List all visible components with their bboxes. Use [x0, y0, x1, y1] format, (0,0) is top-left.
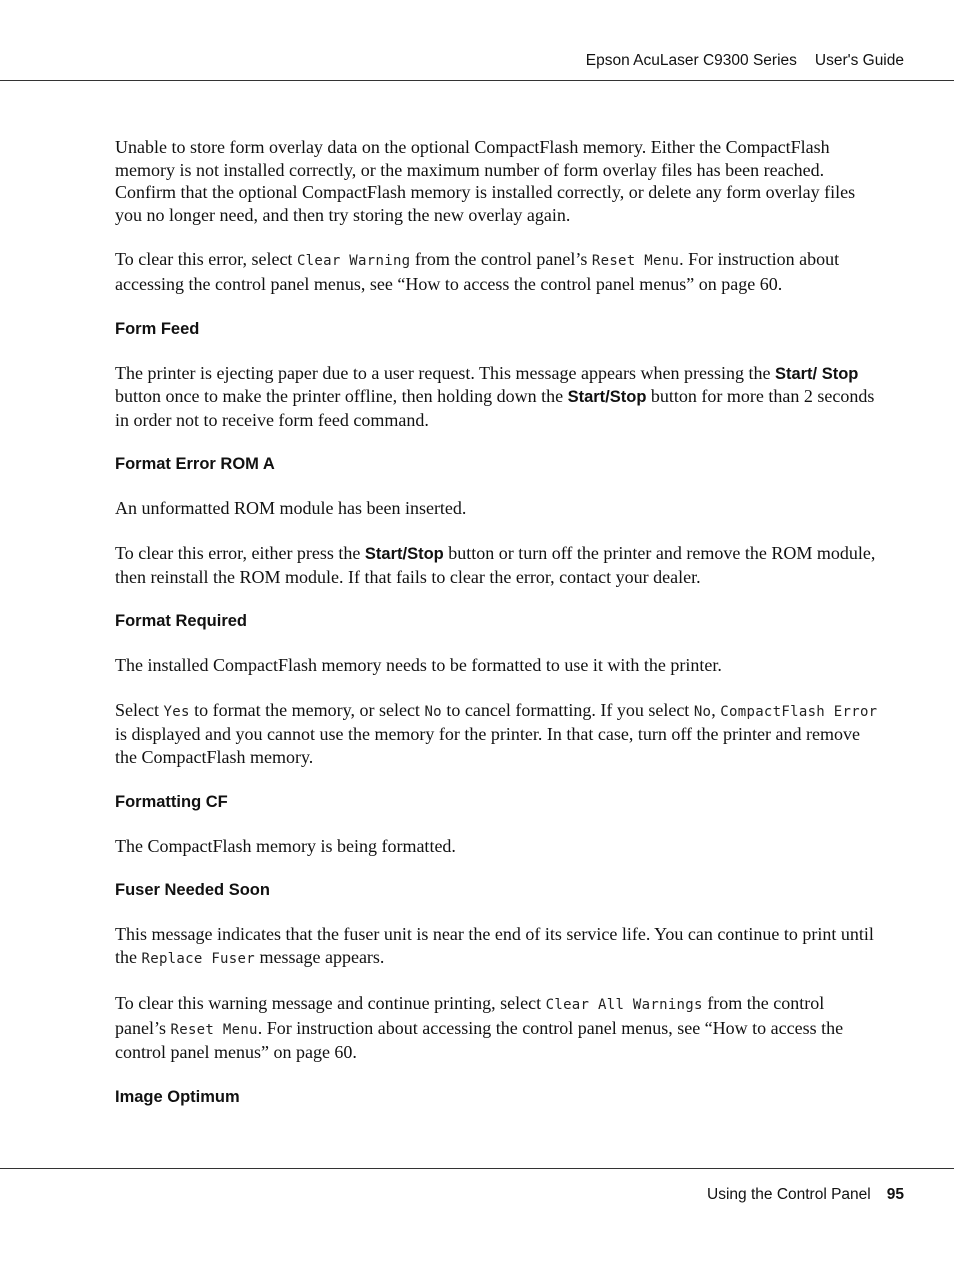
fuser-paragraph-1: This message indicates that the fuser unit is near the end of its service life. You can continue to print until the Replace Fuser message appears. [115, 924, 874, 967]
button-name-start-stop: Start/ Stop [774, 364, 859, 383]
option-no: No [693, 703, 712, 720]
option-yes: Yes [163, 703, 190, 720]
option-no: No [424, 703, 442, 720]
header-text [586, 52, 904, 70]
button-name-start-stop: Start/Stop [567, 388, 647, 407]
intro-paragraph-1: Unable to store form overlay data on the optional CompactFlash memory. Either the CompactFlash memory is not installed correctly, or the maximum number of form overlay files has been reached. Confirm that the optional CompactFlash memory is installed correctly, or delete any form overlay files you no longer need, and then try storing the new overlay again. [115, 137, 856, 225]
heading-fuser-needed-soon: Fuser Needed Soon [115, 881, 270, 900]
header-product: Epson AcuLaser C9300 Series [585, 52, 797, 69]
heading-image-optimum: Image Optimum [115, 1088, 240, 1107]
page-content [115, 136, 879, 1130]
header-guide: User's Guide [814, 52, 904, 69]
menu-reset-menu: Reset Menu [591, 253, 680, 270]
format-error-paragraph-1: An unformatted ROM module has been inserted. [115, 498, 467, 519]
intro-paragraph-2: To clear this error, select Clear Warning from the control panel’s Reset Menu. For instruction about accessing the control panel menus, see “How to access the control panel menus” on page 60. [115, 249, 840, 294]
page-header [0, 50, 954, 81]
menu-item-clear-warning: Clear Warning [296, 253, 411, 270]
heading-form-feed: Form Feed [115, 319, 200, 338]
formatting-cf-paragraph: The CompactFlash memory is being formatted. [115, 835, 456, 856]
menu-item-clear-all-warnings: Clear All Warnings [545, 997, 703, 1014]
form-feed-paragraph: The printer is ejecting paper due to a user request. This message appears when pressing the Start/ Stop button once to make the printer offline, then holding down the Start/Stop button for more than 2 seconds in order not to receive form feed command. [115, 362, 875, 430]
fuser-paragraph-2: To clear this warning message and continue printing, select Clear All Warnings from the control panel’s Reset Menu. For instruction about accessing the control panel menus, see “How to access the control panel menus” on page 60. [115, 993, 844, 1063]
heading-format-required: Format Required [115, 612, 248, 631]
footer-section: Using the Control Panel [707, 1186, 871, 1203]
footer-text [707, 1186, 904, 1204]
heading-format-error-rom-a: Format Error ROM A [115, 455, 275, 474]
message-compactflash-error: CompactFlash Error [720, 703, 878, 720]
button-name-start-stop: Start/Stop [364, 544, 444, 563]
format-required-paragraph-2: Select Yes to format the memory, or select No to cancel formatting. If you select No, CompactFlash Error is displayed and you cannot use the memory for the printer. In that case, turn off the printer and remove the CompactFlash memory. [115, 699, 878, 767]
heading-formatting-cf: Formatting CF [115, 792, 228, 811]
page-number: 95 [886, 1186, 904, 1203]
menu-reset-menu: Reset Menu [170, 1021, 258, 1038]
page-footer [0, 1168, 954, 1203]
format-error-paragraph-2: To clear this error, either press the Start/Stop button or turn off the printer and remove the ROM module, then reinstall the ROM module. If that fails to clear the error, contact your dealer. [115, 542, 876, 587]
message-replace-fuser: Replace Fuser [141, 950, 255, 967]
format-required-paragraph-1: The installed CompactFlash memory needs to be formatted to use it with the printer. [115, 655, 722, 676]
